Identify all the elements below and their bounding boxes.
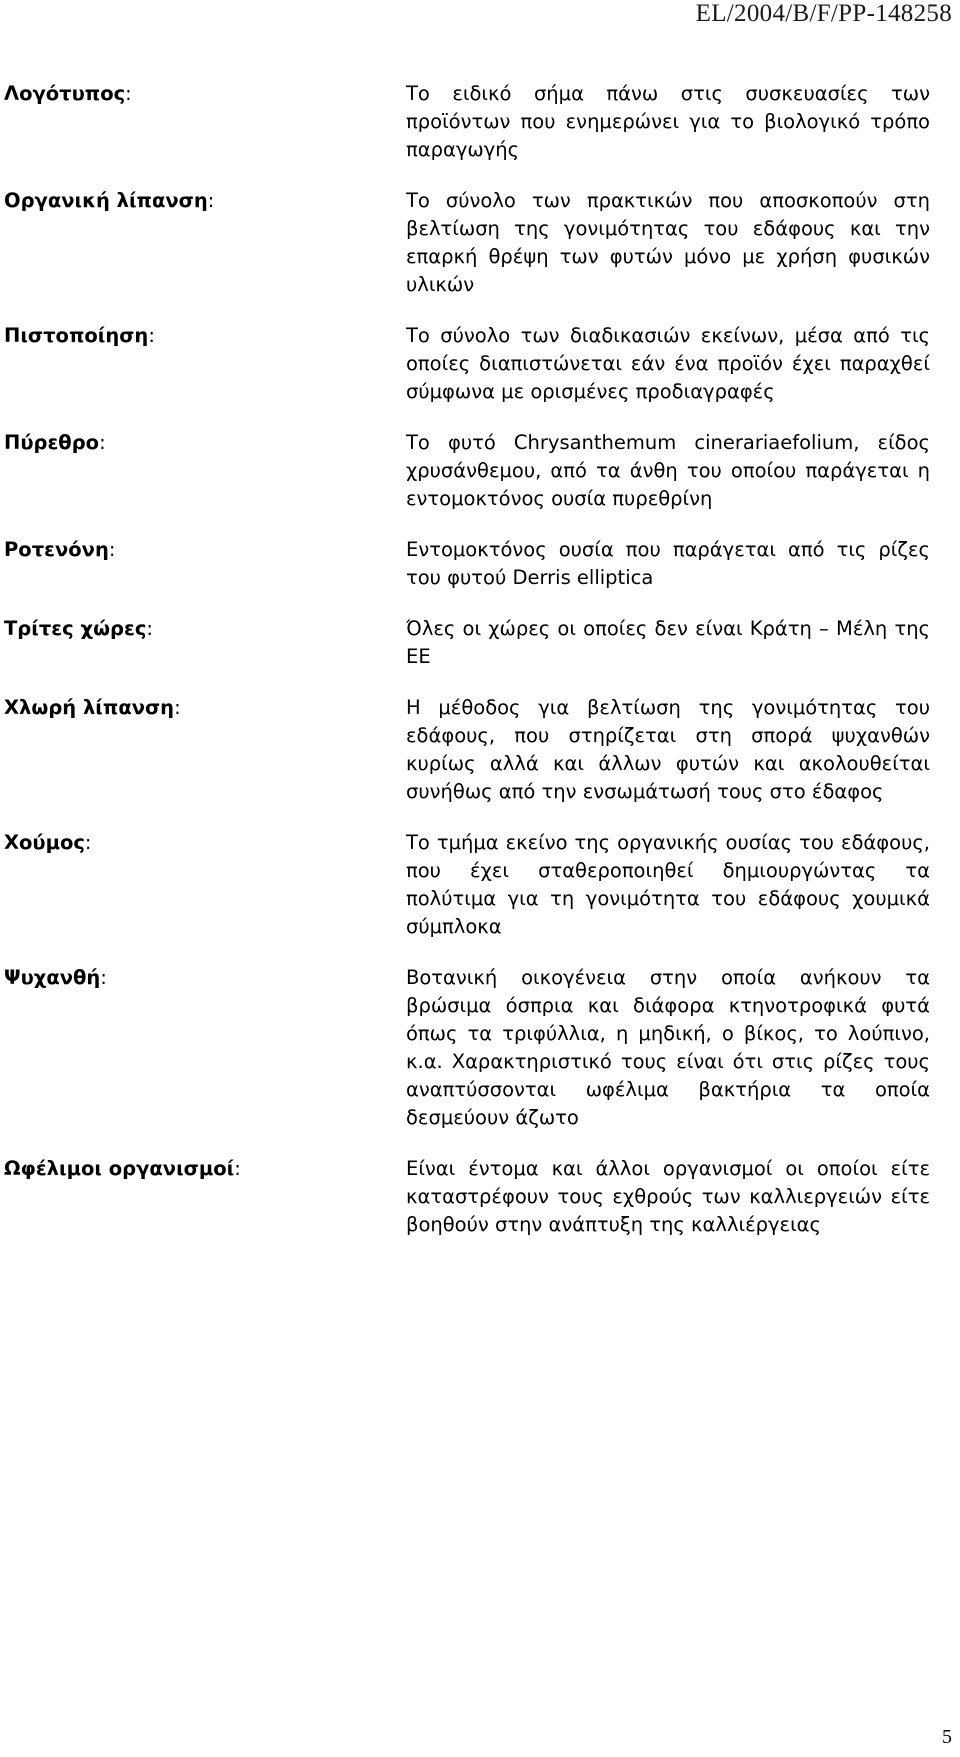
term-colon: :	[125, 82, 132, 105]
glossary-definition: Είναι έντομα και άλλοι οργανισμοί οι οποίοι είτε καταστρέφουν τους εχθρούς των καλλιεργειών είτε βοηθούν στην ανάπτυξη της καλλιέργειας	[406, 1157, 930, 1236]
document-reference: EL/2004/B/F/PP-148258	[695, 0, 952, 27]
term-colon: :	[84, 831, 92, 854]
glossary-definition: Το φυτό Chrysanthemum cinerariaefolium, είδος χρυσάνθεμου, από τα άνθη του οποίου παράγεται η εντομοκτόνος ουσία πυρεθρίνη	[406, 431, 930, 510]
glossary-definition: Βοτανική οικογένεια στην οποία ανήκουν τα βρώσιμα όσπρια και διάφορα κτηνοτροφικά φυτά όπως τα τριφύλλια, η μηδική, ο βίκος, το λούπινο, κ.α. Χαρακτηριστικό τους είναι ότι στις ρίζες τους αναπτύσσονται ωφέλιμα βακτήρια τα οποία δεσμεύουν άζωτο	[406, 966, 930, 1129]
term-colon: :	[146, 617, 153, 640]
glossary-entry	[0, 964, 960, 1132]
glossary-definition: Όλες οι χώρες οι οποίες δεν είναι Κράτη – Μέλη της ΕΕ	[406, 617, 930, 668]
glossary-term	[0, 964, 406, 1132]
glossary-term	[0, 322, 406, 406]
term-colon: :	[174, 696, 181, 719]
term-colon: :	[148, 324, 155, 347]
term-name: Τρίτες χώρες	[4, 617, 147, 640]
term-name: Λογότυπος	[4, 82, 126, 105]
glossary-term	[0, 536, 406, 592]
term-name: Ψυχανθή	[4, 966, 101, 989]
glossary-definition: Η μέθοδος για βελτίωση της γονιμότητας του εδάφους, που στηρίζεται στη σπορά ψυχανθών κυρίως αλλά και άλλων φυτών και ακολουθείται συνήθως από την ενσωμάτωσή τους στο έδαφος	[406, 696, 930, 803]
glossary-entry	[0, 829, 960, 941]
glossary-term	[0, 1155, 406, 1239]
glossary-term	[0, 80, 406, 164]
glossary-entry	[0, 536, 960, 592]
glossary-entry	[0, 1155, 960, 1239]
glossary-list	[0, 80, 960, 1262]
term-name: Πύρεθρο	[4, 431, 100, 454]
glossary-definition: Το σύνολο των πρακτικών που αποσκοπούν στη βελτίωση της γονιμότητας του εδάφους και την επαρκή θρέψη των φυτών μόνο με χρήση φυσικών υλικών	[406, 189, 930, 296]
glossary-definition: Το τμήμα εκείνο της οργανικής ουσίας του εδάφους, που έχει σταθεροποιηθεί δημιουργώντας τα πολύτιμα για τη γονιμότητα του εδάφους χουμικά σύμπλοκα	[406, 831, 930, 938]
glossary-definition: Το ειδικό σήμα πάνω στις συσκευασίες των προϊόντων που ενημερώνει για το βιολογικό τρόπο παραγωγής	[406, 82, 930, 161]
term-colon: :	[100, 966, 107, 989]
glossary-entry	[0, 187, 960, 299]
glossary-definition: Το σύνολο των διαδικασιών εκείνων, μέσα από τις οποίες διαπιστώνεται εάν ένα προϊόν έχει παραχθεί σύμφωνα με ορισμένες προδιαγραφές	[406, 324, 930, 403]
term-name: Χούμος	[4, 831, 85, 854]
glossary-term	[0, 615, 406, 671]
term-colon: :	[207, 189, 215, 212]
glossary-term	[0, 829, 406, 941]
term-colon: :	[108, 538, 116, 561]
glossary-term	[0, 694, 406, 806]
term-name: Οργανική λίπανση	[4, 189, 208, 212]
term-colon: :	[99, 431, 106, 454]
term-colon: :	[234, 1157, 241, 1180]
page-number: 5	[942, 1726, 952, 1748]
glossary-entry	[0, 694, 960, 806]
term-name: Ωφέλιμοι οργανισμοί	[4, 1157, 235, 1180]
glossary-entry	[0, 615, 960, 671]
glossary-definition: Εντομοκτόνος ουσία που παράγεται από τις ρίζες του φυτού Derris elliptica	[406, 538, 930, 589]
term-name: Ροτενόνη	[4, 538, 109, 561]
glossary-term	[0, 187, 406, 299]
glossary-entry	[0, 80, 960, 164]
glossary-entry	[0, 322, 960, 406]
term-name: Πιστοποίηση	[4, 324, 149, 347]
glossary-term	[0, 429, 406, 513]
term-name: Χλωρή λίπανση	[4, 696, 175, 719]
glossary-entry	[0, 429, 960, 513]
